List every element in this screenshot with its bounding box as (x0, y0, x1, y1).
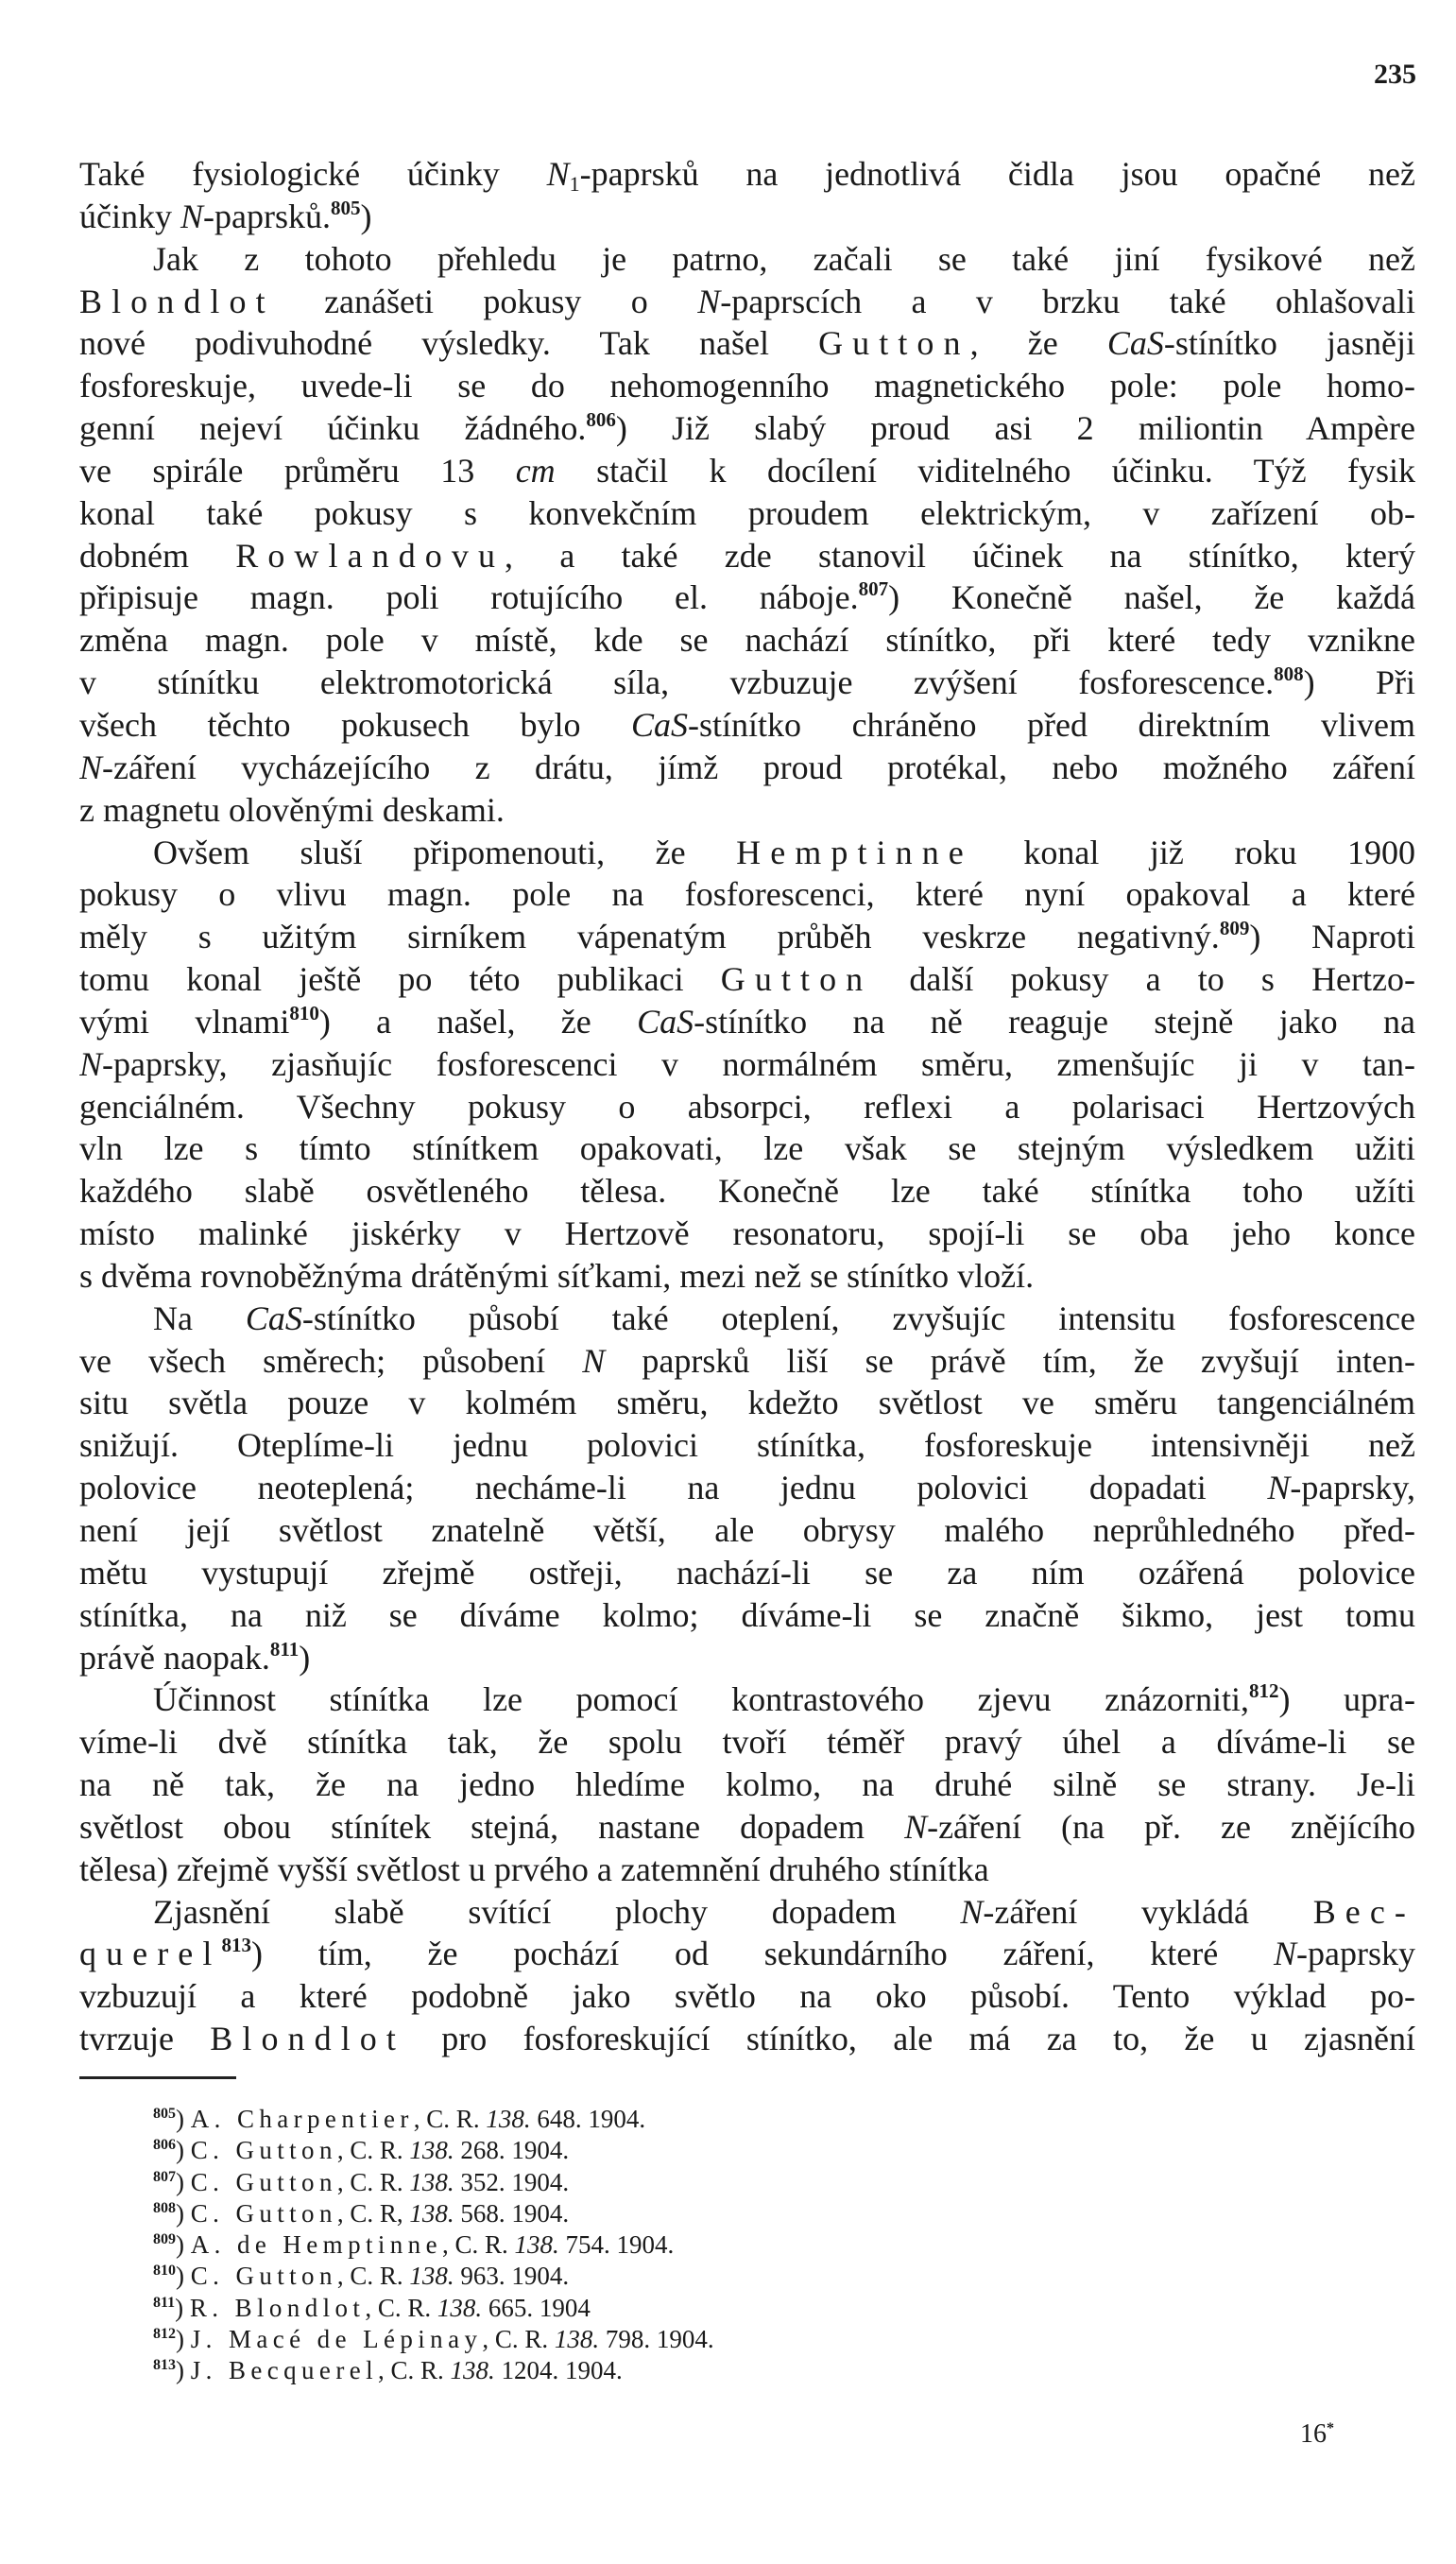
text-segment: N (582, 1341, 606, 1380)
text-line (79, 1213, 1415, 1255)
footnote (153, 2167, 1287, 2198)
footnote-pages-year: 648. 1904. (530, 2105, 646, 2133)
paren: ) (175, 2293, 190, 2322)
footnote-reference: 809 (1219, 917, 1250, 940)
text-line (79, 1170, 1415, 1213)
text-line (79, 492, 1415, 535)
text-segment: ) (360, 197, 372, 235)
footnote-author: A. de Hemptinne (190, 2230, 442, 2260)
footnote-volume: 138. (486, 2105, 531, 2133)
paren: ) (176, 2136, 191, 2165)
text-segment: místo malinké jiskérky v Hertzově resonatoru, spojí-li se oba jeho konce (79, 1214, 1415, 1253)
text-segment: -záření (na př. ze znějícího (927, 1807, 1415, 1846)
text-segment: ) tím, že pochází od sekundárního záření, které (250, 1935, 1275, 1973)
text-segment: -stínítko na ně reaguje stejně jako na (694, 1002, 1415, 1041)
text-segment: ) Konečně našel, že každá (888, 578, 1415, 617)
text-segment: fosforeskuje, uvede-li se do nehomogenního magnetického pole: pole homo- (79, 367, 1415, 405)
text-segment: na ně tak, že na jedno hledíme kolmo, na druhé silně se strany. Je-li (79, 1765, 1415, 1804)
footnote (153, 2355, 1287, 2386)
footnote-number: 808 (153, 2199, 176, 2216)
footnote-number: 809 (153, 2231, 176, 2248)
text-segment: -paprsky (1296, 1935, 1415, 1973)
text-line (79, 1127, 1415, 1170)
footnote-volume: 138. (409, 2262, 454, 2291)
footnote-volume: 138. (437, 2293, 483, 2322)
text-segment: CaS (245, 1299, 302, 1337)
text-segment: -paprsky, (1290, 1469, 1415, 1507)
text-segment: tělesa) zřejmě vyšší světlost u prvého a zatemnění druhého stínítka (79, 1850, 989, 1888)
text-line (79, 365, 1415, 407)
footnote (153, 2324, 1287, 2355)
footnote-author: A. Charpentier (190, 2105, 414, 2133)
footnote-author: C. Gutton (190, 2136, 337, 2165)
text-segment: -paprscích a v brzku také ohlašovali (720, 282, 1415, 320)
text-line (79, 916, 1415, 958)
footnote-journal: , C. R. (365, 2293, 437, 2322)
text-segment: právě naopak. (79, 1638, 270, 1677)
text-line (79, 1043, 1415, 1086)
text-line (79, 1849, 1415, 1891)
footnote-pages-year: 963. 1904. (454, 2262, 570, 2291)
text-line (79, 1552, 1415, 1594)
text-segment: Blondlot (210, 2020, 405, 2058)
footnote-number: 807 (153, 2168, 176, 2185)
text-segment: není její světlost znatelně větší, ale obrysy malého neprůhledného před- (79, 1511, 1415, 1549)
text-segment: N (546, 155, 570, 193)
footnote-volume: 138. (409, 2136, 454, 2165)
text-line (79, 1298, 1415, 1340)
text-segment: světlost obou stínítek stejná, nastane dopadem (79, 1807, 905, 1846)
text-segment: N (180, 197, 203, 235)
text-segment: pokusy o vlivu magn. pole na fosforescenci, které nyní opakoval a které (79, 875, 1415, 914)
footnote (153, 2261, 1287, 2292)
printer-signature (1300, 2419, 1334, 2450)
text-segment: Také fysiologické účinky (79, 155, 547, 193)
text-segment: -paprsky, zjasňujíc fosforescenci v normálném směru, zmenšujíc ji v tan- (102, 1044, 1415, 1083)
paren: ) (176, 2230, 191, 2260)
footnote-pages-year: 568. 1904. (454, 2198, 570, 2228)
footnote-volume: 138. (450, 2356, 495, 2385)
text-line (79, 747, 1415, 789)
text-segment: polovice neoteplená; necháme-li na jednu polovici dopadati (79, 1469, 1268, 1507)
footnote-author: C. Gutton (190, 2167, 337, 2196)
signature-mark: * (1327, 2420, 1334, 2436)
text-segment: N (960, 1892, 984, 1931)
text-line (79, 1340, 1415, 1383)
text-line (79, 1764, 1415, 1806)
text-segment: konal již roku 1900 (972, 833, 1415, 871)
text-segment: Zjasnění slabě svítící plochy dopadem (153, 1892, 961, 1931)
text-line (79, 535, 1415, 577)
footnote-author: C. Gutton (190, 2262, 337, 2291)
text-line (79, 1721, 1415, 1764)
footnote-journal: , C. R. (336, 2262, 410, 2291)
text-segment: mětu vystupují zřejmě ostřeji, nachází-li se za ním ozářená polovice (79, 1553, 1415, 1592)
text-segment: tomu konal ještě po této publikaci (79, 960, 721, 999)
text-line (79, 789, 1415, 832)
text-segment: ve všech směrech; působení (79, 1341, 583, 1380)
text-segment: všech těchto pokusech bylo (79, 705, 632, 744)
text-segment: , a také zde stanovil účinek na stínítko, který (505, 536, 1415, 575)
text-line (79, 662, 1415, 704)
footnote-pages-year: 1204. 1904. (494, 2356, 623, 2385)
text-segment: -záření vycházejícího z drátu, jímž proud protékal, nebo možného záření (102, 748, 1415, 786)
text-segment: paprsků liší se právě tím, že zvyšují inten- (605, 1341, 1415, 1380)
text-segment: -stínítko chráněno před direktním vlivem (688, 705, 1415, 744)
footnote-number: 812 (153, 2326, 176, 2343)
paren: ) (176, 2262, 191, 2291)
text-line (79, 1255, 1415, 1298)
text-segment: z magnetu olověnými deskami. (79, 790, 505, 829)
footnote-journal: , C. R. (413, 2105, 487, 2133)
text-line (79, 958, 1415, 1001)
text-segment: v stínítku elektromotorická síla, vzbuzuje zvýšení fosforescence. (79, 663, 1275, 702)
text-segment: ) Při (1303, 663, 1415, 702)
footnote-reference: 811 (269, 1637, 300, 1661)
footnote-journal: , C. R. (336, 2167, 410, 2196)
paren: ) (176, 2198, 191, 2228)
text-segment: další pokusy a to s Hertzo- (872, 960, 1415, 999)
text-line (79, 1594, 1415, 1637)
text-segment: Na (153, 1299, 246, 1337)
text-segment: N (1267, 1469, 1291, 1507)
footnote-pages-year: 268. 1904. (454, 2136, 570, 2165)
text-line (79, 619, 1415, 662)
text-segment: stačil k docílení viditelného účinku. Týž fysik (555, 451, 1415, 490)
text-segment: CaS (631, 705, 689, 744)
footnote-reference: 810 (289, 1001, 319, 1024)
footnote-volume: 138. (554, 2325, 600, 2354)
text-line (79, 1678, 1415, 1721)
signature-number: 16 (1300, 2419, 1327, 2449)
footnote-volume: 138. (409, 2198, 454, 2228)
text-line (79, 576, 1415, 619)
footnote-journal: , C. R, (336, 2198, 410, 2228)
text-segment: účinky (79, 197, 180, 235)
text-line (79, 407, 1415, 450)
text-line (79, 1467, 1415, 1509)
page-number: 235 (1374, 59, 1416, 90)
text-line (79, 450, 1415, 492)
text-segment: měly s užitým sirníkem vápenatým průběh veskrze negativný. (79, 918, 1220, 956)
text-segment: N (904, 1807, 928, 1846)
text-segment: snižují. Oteplíme-li jednu polovici stínítka, fosforeskuje intensivněji než (79, 1426, 1415, 1465)
footnotes (153, 2104, 1287, 2387)
footnote-number: 806 (153, 2137, 176, 2154)
footnote-number: 810 (153, 2263, 176, 2280)
text-segment: stínítka, na niž se díváme kolmo; díváme-li se značně šikmo, jest tomu (79, 1595, 1415, 1634)
text-segment: -záření vykládá (983, 1892, 1313, 1931)
text-segment: N (1274, 1935, 1297, 1973)
footnote-author: R. Blondlot (189, 2293, 366, 2322)
text-line (79, 1424, 1415, 1467)
text-segment: každého slabě osvětleného tělesa. Konečně lze také stínítka toho užíti (79, 1172, 1415, 1211)
text-segment: Blondlot (79, 282, 275, 320)
text-line (79, 281, 1415, 323)
footnote-pages-year: 798. 1904. (599, 2325, 714, 2354)
text-line (79, 1891, 1415, 1934)
footnote-reference: 812 (1249, 1679, 1279, 1703)
text-line (79, 1086, 1415, 1128)
text-segment: -paprsků. (203, 197, 331, 235)
footnote-reference: 805 (330, 196, 361, 219)
footnote (153, 2104, 1287, 2135)
footnote-number: 813 (153, 2357, 176, 2374)
text-line (79, 1382, 1415, 1424)
text-segment: ) upra- (1278, 1680, 1415, 1719)
text-segment: připisuje magn. poli rotujícího el. náboje. (79, 578, 859, 617)
text-segment: CaS (1106, 324, 1164, 363)
paren: ) (176, 2105, 191, 2133)
footnote-reference: 813 (221, 1934, 251, 1957)
text-line (79, 1975, 1415, 2018)
text-line (79, 196, 1415, 238)
footnote (153, 2293, 1287, 2324)
footnote-reference: 807 (858, 577, 889, 601)
paren: ) (176, 2167, 191, 2196)
text-segment: Ovšem sluší připomenouti, že (153, 833, 737, 871)
text-segment: genní nejeví účinku žádného. (79, 409, 587, 448)
text-segment: pro fosforeskující stínítko, ale má za to, že u zjasnění (404, 2020, 1415, 2058)
footnote-divider (79, 2076, 236, 2079)
text-segment: Rowlandovu (235, 536, 505, 575)
paren: ) (176, 2356, 191, 2385)
footnote-reference: 808 (1274, 663, 1304, 686)
footnote-journal: , C. R. (441, 2230, 515, 2260)
text-line (79, 2018, 1415, 2060)
text-segment: víme-li dvě stínítka tak, že spolu tvoří téměř pravý úhel a díváme-li se (79, 1723, 1415, 1762)
text-line (79, 153, 1415, 196)
text-segment: ) Již slabý proud asi 2 miliontin Ampère (615, 409, 1415, 448)
text-segment: ) a našel, že (318, 1002, 638, 1041)
footnote-volume: 138. (514, 2230, 559, 2260)
footnote-pages-year: 352. 1904. (454, 2167, 570, 2196)
text-line (79, 322, 1415, 365)
text-segment: N (79, 748, 103, 786)
text-line (79, 1001, 1415, 1043)
footnote-author: J. Macé de Lépinay (190, 2325, 483, 2354)
text-segment: ) Naproti (1249, 918, 1415, 956)
text-line (79, 1806, 1415, 1849)
footnote-number: 805 (153, 2106, 176, 2122)
footnote-reference: 806 (586, 408, 616, 432)
footnote-author: J. Becquerel (190, 2356, 378, 2385)
text-line (79, 1933, 1415, 1975)
text-line (79, 704, 1415, 747)
text-segment: N (79, 1044, 103, 1083)
footnote-volume: 138. (409, 2167, 454, 2196)
footnote (153, 2198, 1287, 2229)
text-segment: zanášeti pokusy o (274, 282, 698, 320)
text-segment: ve spirále průměru 13 (79, 451, 516, 490)
text-segment: -stínítko jasněji (1163, 324, 1415, 363)
text-line (79, 1509, 1415, 1552)
text-line (79, 832, 1415, 874)
text-segment: dobném (79, 536, 236, 575)
text-segment: genciálném. Všechny pokusy o absorpci, reflexi a polarisaci Hertzových (79, 1087, 1415, 1126)
footnote (153, 2229, 1287, 2261)
text-segment: konal také pokusy s konvekčním proudem elektrickým, v zařízení ob- (79, 493, 1415, 532)
text-segment: Účinnost stínítka lze pomocí kontrastového zjevu znázorniti, (153, 1680, 1250, 1719)
body-text (79, 153, 1415, 2060)
footnote-pages-year: 665. 1904 (482, 2293, 591, 2322)
text-segment: s dvěma rovnoběžnýma drátěnými síťkami, mezi než se stínítko vloží. (79, 1256, 1035, 1295)
text-segment: Bec- (1312, 1892, 1415, 1931)
text-segment: vzbuzují a které podobně jako světlo na oko působí. Tento výklad po- (79, 1977, 1415, 2016)
text-segment: změna magn. pole v místě, kde se nachází stínítko, při které tedy vznikne (79, 621, 1415, 660)
text-segment: CaS (637, 1002, 694, 1041)
text-line (79, 238, 1415, 281)
text-segment: , že (969, 324, 1107, 363)
text-segment: nové podivuhodné výsledky. Tak našel (79, 324, 819, 363)
footnote-journal: , C. R. (378, 2356, 451, 2385)
footnote-author: C. Gutton (190, 2198, 337, 2228)
text-segment: tvrzuje (79, 2020, 211, 2058)
text-segment: vými vlnami (79, 1002, 290, 1041)
footnote-journal: , C. R. (482, 2325, 555, 2354)
text-segment: Hemptinne (736, 833, 973, 871)
footnote (153, 2135, 1287, 2166)
text-line (79, 873, 1415, 916)
text-segment: ) (299, 1638, 311, 1677)
footnote-number: 811 (153, 2294, 176, 2311)
footnote-pages-year: 754. 1904. (558, 2230, 675, 2260)
text-segment: vln lze s tímto stínítkem opakovati, lze však se stejným výsledkem užiti (79, 1129, 1415, 1168)
text-segment: N (697, 282, 721, 320)
text-segment: querel (79, 1935, 222, 1973)
text-segment: situ světla pouze v kolmém směru, kdežto světlost ve směru tangenciálném (79, 1384, 1415, 1422)
text-segment: cm (515, 451, 556, 490)
text-segment: Gutton (818, 324, 970, 363)
text-segment: 1 (569, 172, 580, 196)
text-segment: -paprsků na jednotlivá čidla jsou opačné než (579, 155, 1415, 193)
text-segment: Jak z tohoto přehledu je patrno, začali se také jiní fysikové než (153, 239, 1415, 278)
text-line (79, 1637, 1415, 1679)
footnote-journal: , C. R. (336, 2136, 410, 2165)
paren: ) (176, 2325, 191, 2354)
text-segment: Gutton (720, 960, 873, 999)
text-segment: -stínítko působí také oteplení, zvyšujíc intensitu fosforescence (301, 1299, 1415, 1337)
